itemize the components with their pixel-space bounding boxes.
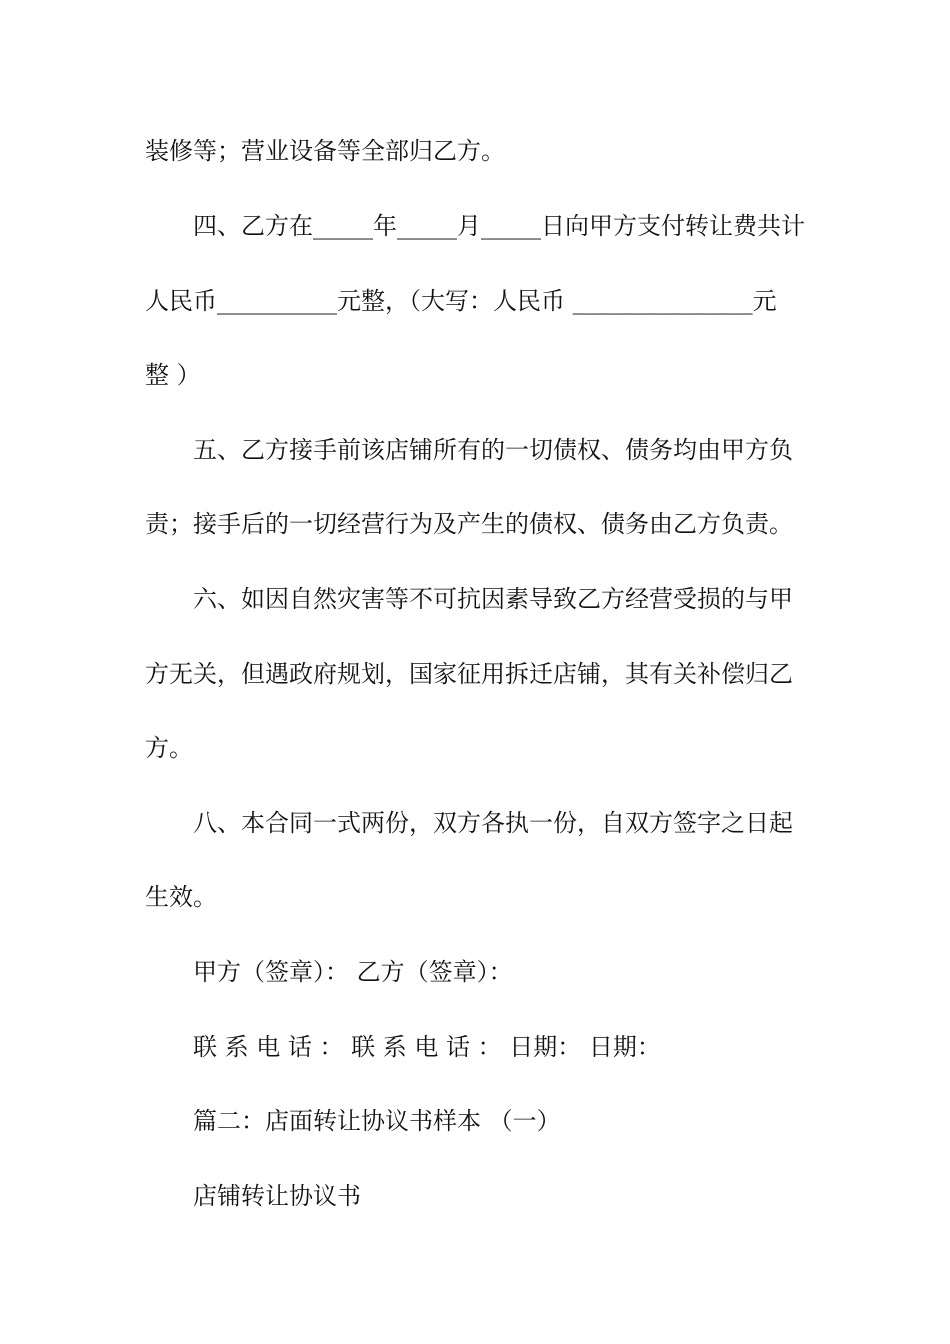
text-line: 生效。	[145, 883, 217, 911]
text-line: 方。	[145, 734, 193, 762]
text-line: 方无关，但遇政府规划，国家征用拆迁店铺，其有关补偿归乙	[145, 660, 793, 688]
text-line: 人民币__________元整，（大写：人民币 _______________元	[145, 287, 777, 315]
text-line: 整 ）	[145, 361, 201, 389]
text-line: 五、乙方接手前该店铺所有的一切债权、债务均由甲方负	[193, 436, 793, 464]
text-line: 六、如因自然灾害等不可抗因素导致乙方经营受损的与甲	[193, 585, 793, 613]
text-line: 装修等；营业设备等全部归乙方。	[145, 137, 505, 165]
section-heading: 篇二：店面转让协议书样本 （一）	[193, 1107, 561, 1135]
contact-line: 联 系 电 话 ： 联 系 电 话 ： 日期： 日期：	[193, 1033, 661, 1061]
document-title: 店铺转让协议书	[193, 1182, 361, 1210]
text-line: 八、本合同一式两份，双方各执一份，自双方签字之日起	[193, 809, 793, 837]
text-line: 责；接手后的一切经营行为及产生的债权、债务由乙方负责。	[145, 510, 793, 538]
signature-line: 甲方（签章）： 乙方（签章）：	[193, 958, 513, 986]
text-line: 四、乙方在_____年_____月_____日向甲方支付转让费共计	[193, 212, 805, 240]
